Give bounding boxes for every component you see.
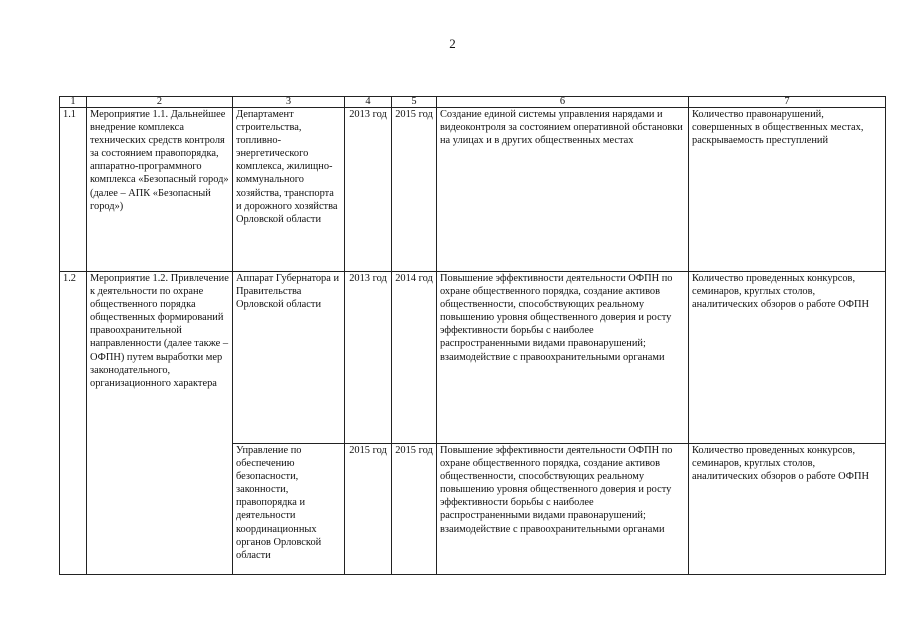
measures-table <box>59 96 886 575</box>
table-header-row <box>60 97 886 108</box>
table-row <box>60 272 886 444</box>
start-year-cell: 2013 год <box>345 108 392 272</box>
executor-cell: Аппарат Губернатора и Правительства Орловской области <box>233 272 345 444</box>
indicator-cell: Количество правонарушений, совершенных в общественных местах, раскрываемость преступлений <box>689 108 886 272</box>
indicator-cell: Количество проведенных конкурсов, семинаров, круглых столов, аналитических обзоров о работе ОФПН <box>689 444 886 575</box>
result-cell: Повышение эффективности деятельности ОФПН по охране общественного порядка, создание активов общественности, способствующих реальному повышению уровня общественного доверия и росту эффективности борьбы с наиболее распространенными видами правонарушений; взаимодействие с правоохранительными органами <box>437 444 689 575</box>
column-header: 3 <box>233 97 345 108</box>
column-header: 6 <box>437 97 689 108</box>
executor-cell: Управление по обеспечению безопасности, законности, правопорядка и деятельности координационных органов Орловской области <box>233 444 345 575</box>
column-header: 2 <box>87 97 233 108</box>
column-header: 4 <box>345 97 392 108</box>
end-year-cell: 2014 год <box>392 272 437 444</box>
indicator-cell: Количество проведенных конкурсов, семинаров, круглых столов, аналитических обзоров о работе ОФПН <box>689 272 886 444</box>
column-header: 7 <box>689 97 886 108</box>
start-year-cell: 2013 год <box>345 272 392 444</box>
executor-cell: Департамент строительства, топливно-энергетического комплекса, жилищно-коммунального хозяйства, транспорта и дорожного хозяйства Орловской области <box>233 108 345 272</box>
column-header: 5 <box>392 97 437 108</box>
column-header: 1 <box>60 97 87 108</box>
row-number: 1.2 <box>60 272 87 575</box>
end-year-cell: 2015 год <box>392 444 437 575</box>
page-number: 2 <box>449 36 456 51</box>
table-row <box>60 108 886 272</box>
measure-cell: Мероприятие 1.1. Дальнейшее внедрение комплекса технических средств контроля за состоянием правопорядка, аппаратно-программного комплекса «Безопасный город» (далее – АПК «Безопасный город») <box>87 108 233 272</box>
result-cell: Создание единой системы управления нарядами и видеоконтроля за состоянием оперативной обстановки на улицах и в других общественных местах <box>437 108 689 272</box>
row-number: 1.1 <box>60 108 87 272</box>
result-cell: Повышение эффективности деятельности ОФПН по охране общественного порядка, создание активов общественности, способствующих реальному повышению уровня общественного доверия и росту эффективности борьбы с наиболее распространенными видами правонарушений; взаимодействие с правоохранительными органами <box>437 272 689 444</box>
start-year-cell: 2015 год <box>345 444 392 575</box>
measure-cell: Мероприятие 1.2. Привлечение к деятельности по охране общественного порядка общественных формирований правоохранительной направленности (далее также – ОФПН) путем выработки мер законодательного, организационного характера <box>87 272 233 575</box>
end-year-cell: 2015 год <box>392 108 437 272</box>
